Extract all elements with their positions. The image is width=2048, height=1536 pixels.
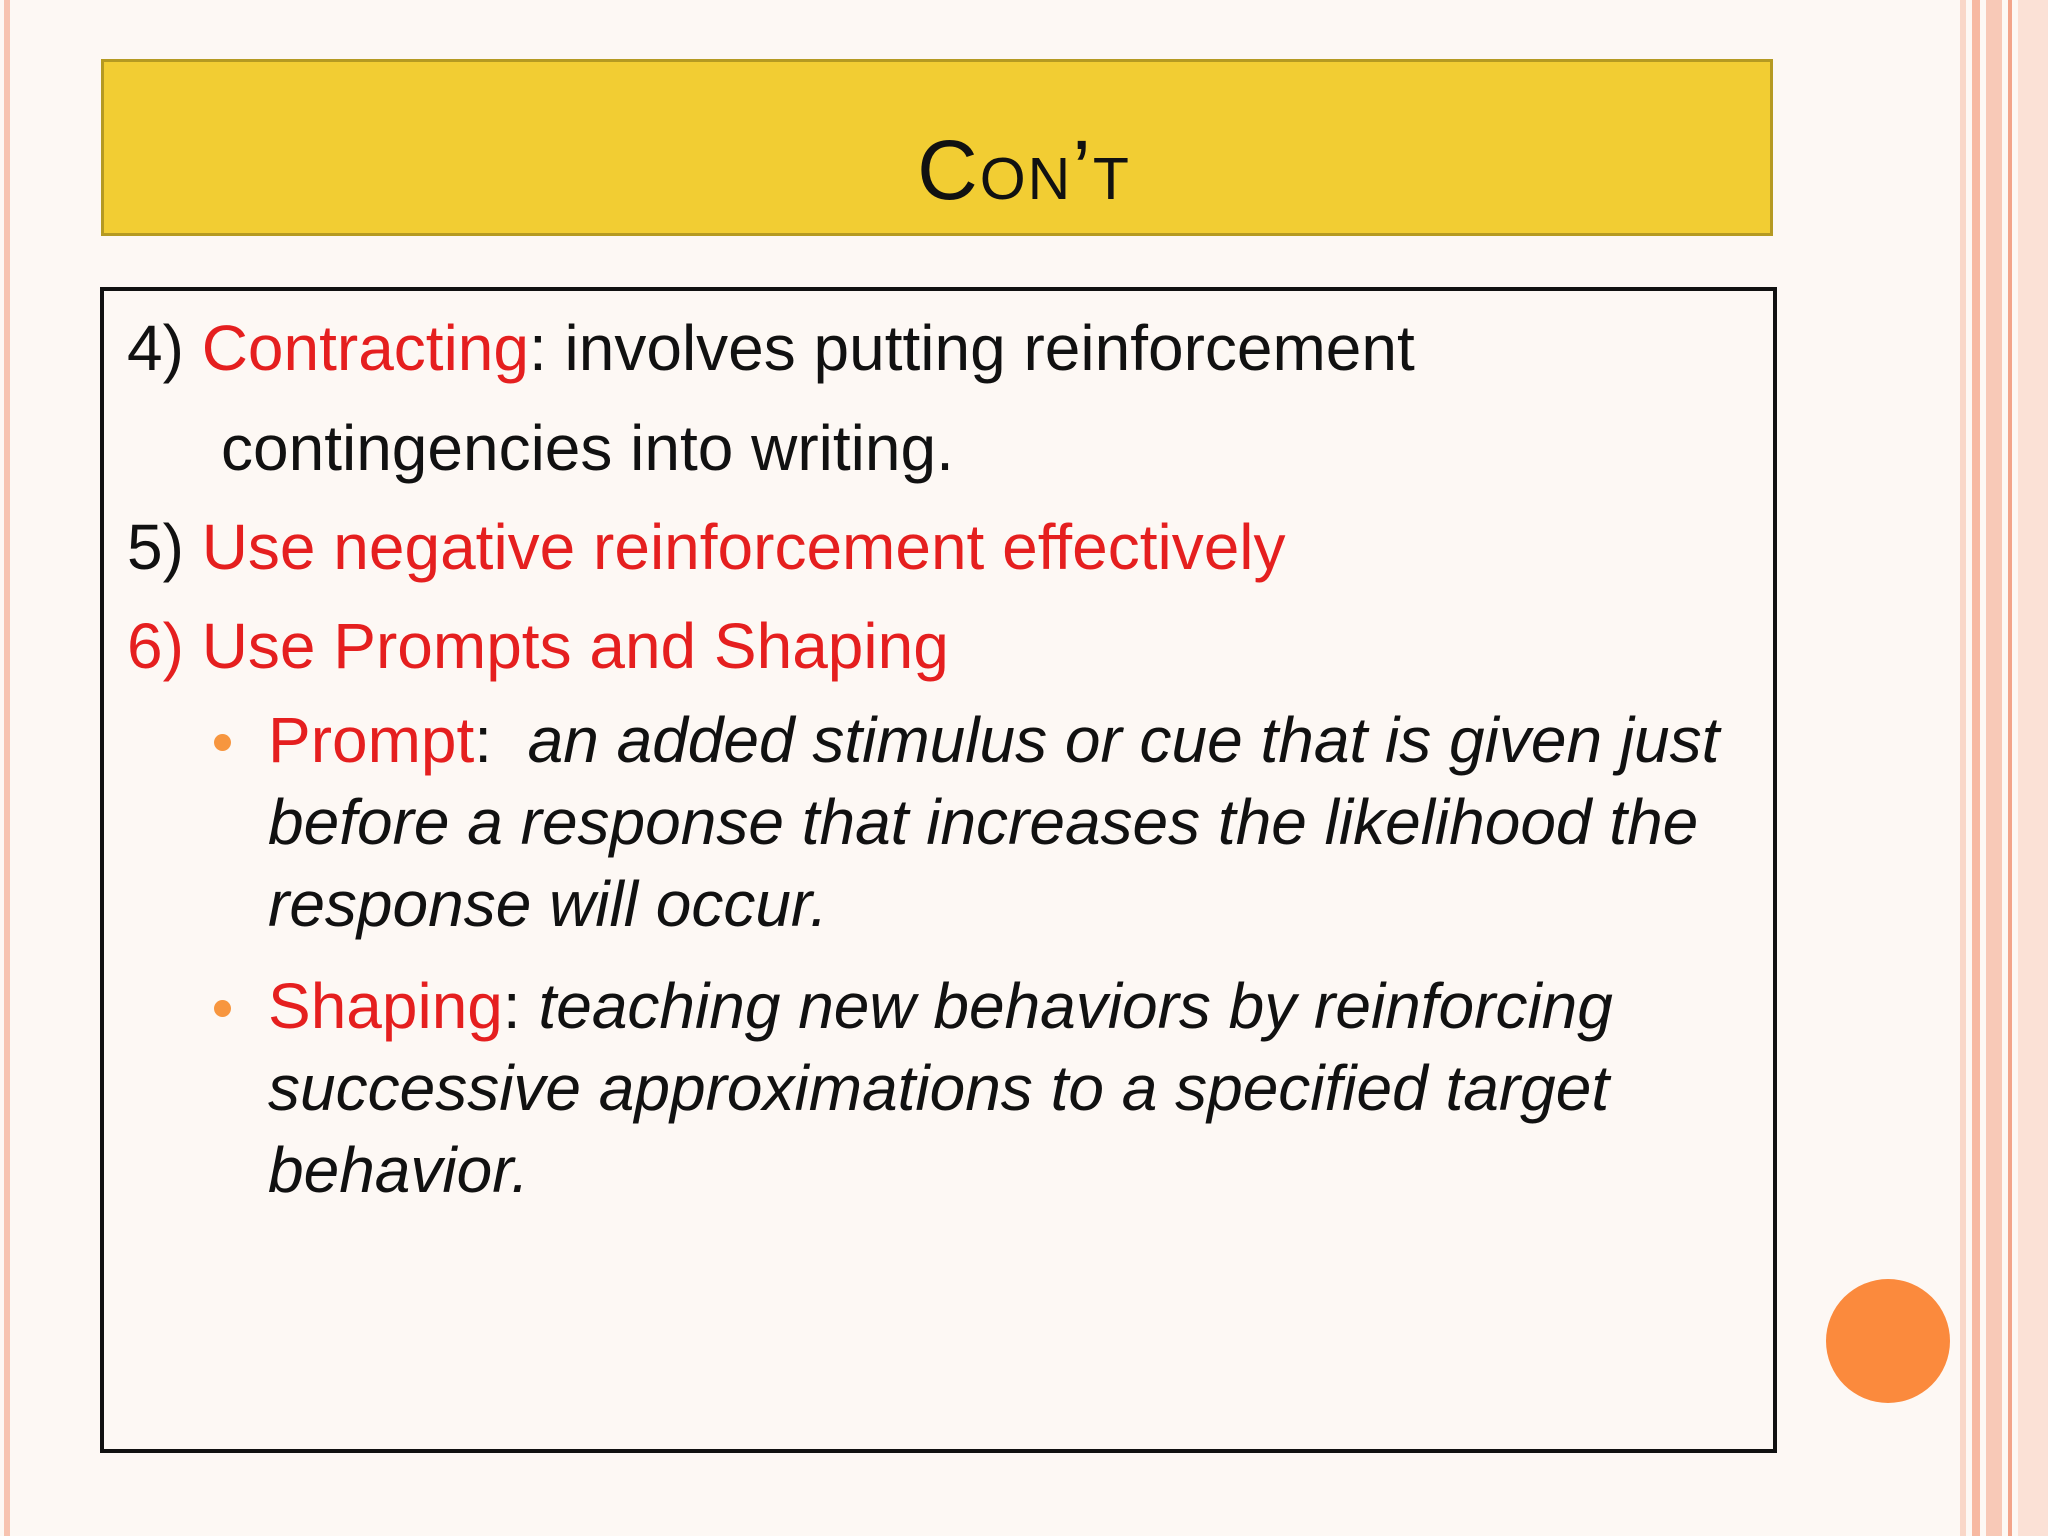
right-decor-stripe	[1960, 0, 1966, 1536]
item-number: 6)	[127, 610, 184, 682]
item-number: 5)	[127, 511, 184, 583]
decor-circle	[1826, 1279, 1950, 1403]
item-5	[127, 511, 1286, 583]
item-6	[127, 610, 949, 682]
item-4	[127, 312, 1415, 384]
right-decor-stripe	[2008, 0, 2012, 1536]
item-4-continuation: contingencies into writing.	[221, 412, 954, 484]
item-term: Contracting	[201, 312, 529, 384]
item-text: : involves putting reinforcement	[528, 312, 1415, 384]
bullet-prompt	[268, 699, 1728, 945]
content-box	[100, 287, 1777, 1453]
bullet-separator: :	[474, 704, 528, 776]
bullet-definition: an added stimulus or cue that is given just before a response that increases the likelihood the response will occur.	[268, 704, 1720, 940]
bullet-term: Shaping	[268, 970, 503, 1042]
bullet-shaping	[268, 965, 1728, 1211]
bullet-icon	[214, 734, 231, 751]
left-decor-stripe	[4, 0, 10, 1536]
bullet-icon	[214, 1000, 231, 1017]
item-number: 4)	[127, 312, 184, 384]
slide-title: Con’t	[917, 123, 1131, 217]
bullet-definition: teaching new behaviors by reinforcing successive approximations to a specified target behavior.	[268, 970, 1613, 1206]
right-decor-stripe	[2018, 0, 2048, 1536]
bullet-term: Prompt	[268, 704, 475, 776]
right-decor-stripe	[1972, 0, 1980, 1536]
item-term: Use negative reinforcement effectively	[201, 511, 1286, 583]
item-term: Use Prompts and Shaping	[201, 610, 949, 682]
right-decor-stripe	[1986, 0, 2002, 1536]
bullet-separator: :	[502, 970, 539, 1042]
